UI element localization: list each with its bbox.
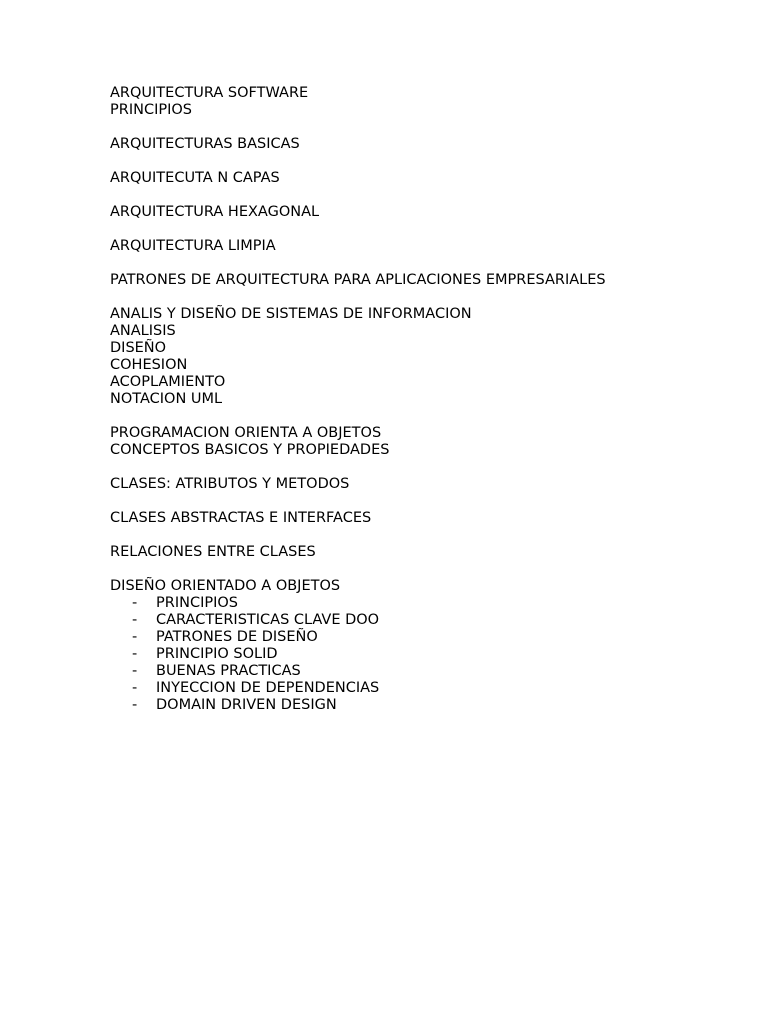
list-item-label: DOMAIN DRIVEN DESIGN (156, 697, 337, 713)
list-item (110, 697, 730, 714)
list-item-label: BUENAS PRACTICAS (156, 663, 301, 679)
text-line: DISEÑO (110, 340, 167, 356)
blank-line (110, 561, 730, 578)
bullet-list (110, 595, 730, 714)
section-title: RELACIONES ENTRE CLASES (110, 544, 316, 560)
blank-line (110, 119, 730, 136)
list-item-label: PRINCIPIO SOLID (156, 646, 278, 662)
text-line: ANALISIS (110, 323, 176, 339)
section-title: ANALIS Y DISEÑO DE SISTEMAS DE INFORMACION (110, 306, 472, 322)
section-title: CLASES: ATRIBUTOS Y METODOS (110, 476, 350, 492)
dash-bullet-icon: - (132, 629, 138, 645)
blank-line (110, 187, 730, 204)
document-page (110, 85, 730, 714)
list-item (110, 595, 730, 612)
dash-bullet-icon: - (132, 680, 138, 696)
list-item-label: PATRONES DE DISEÑO (156, 629, 318, 645)
section-title: PROGRAMACION ORIENTA A OBJETOS (110, 425, 382, 441)
blank-line (110, 289, 730, 306)
blank-line (110, 459, 730, 476)
section-title: ARQUITECTURA LIMPIA (110, 238, 276, 254)
text-line: PRINCIPIOS (110, 102, 192, 118)
dash-bullet-icon: - (132, 612, 138, 628)
list-item-label: CARACTERISTICAS CLAVE DOO (156, 612, 380, 628)
list-item (110, 663, 730, 680)
blank-line (110, 255, 730, 272)
list-item (110, 629, 730, 646)
section-title: CLASES ABSTRACTAS E INTERFACES (110, 510, 372, 526)
list-item-label: INYECCION DE DEPENDENCIAS (156, 680, 380, 696)
text-line: COHESION (110, 357, 188, 373)
dash-bullet-icon: - (132, 663, 138, 679)
blank-line (110, 493, 730, 510)
section-title: ARQUITECTURA SOFTWARE (110, 85, 309, 101)
dash-bullet-icon: - (132, 595, 138, 611)
dash-bullet-icon: - (132, 697, 138, 713)
blank-line (110, 153, 730, 170)
blank-line (110, 527, 730, 544)
list-item (110, 680, 730, 697)
text-line: ACOPLAMIENTO (110, 374, 226, 390)
text-line: NOTACION UML (110, 391, 223, 407)
blank-line (110, 221, 730, 238)
dash-bullet-icon: - (132, 646, 138, 662)
section-title: ARQUITECTURAS BASICAS (110, 136, 300, 152)
section-title: ARQUITECTURA HEXAGONAL (110, 204, 320, 220)
section-title: PATRONES DE ARQUITECTURA PARA APLICACIONES EMPRESARIALES (110, 272, 606, 288)
blank-line (110, 408, 730, 425)
list-item (110, 612, 730, 629)
section-title: DISEÑO ORIENTADO A OBJETOS (110, 578, 341, 594)
section-title: ARQUITECUTA N CAPAS (110, 170, 280, 186)
list-item (110, 646, 730, 663)
list-item-label: PRINCIPIOS (156, 595, 238, 611)
text-line: CONCEPTOS BASICOS Y PROPIEDADES (110, 442, 390, 458)
